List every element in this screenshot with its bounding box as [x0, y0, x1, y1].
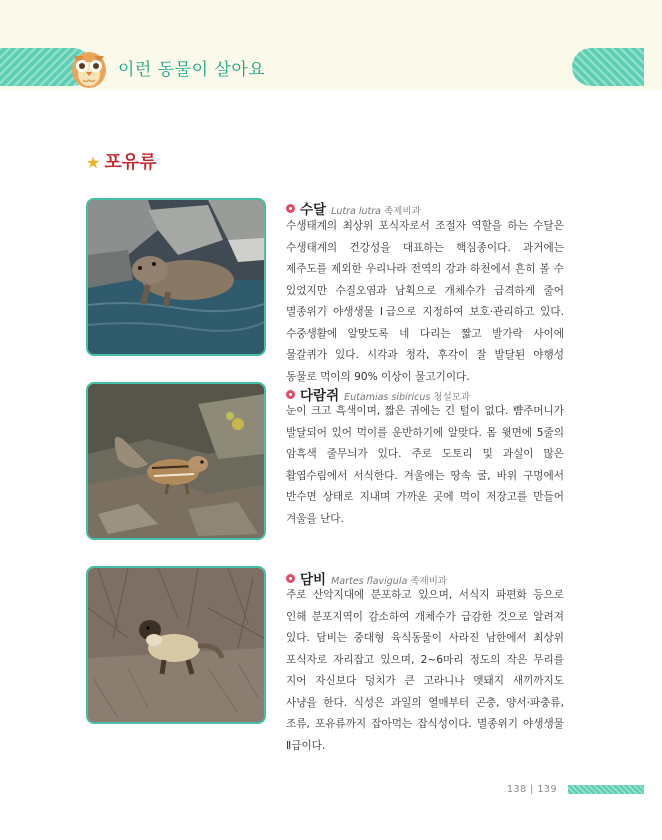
footer-bar: [568, 785, 644, 794]
chipmunk-photo: [88, 384, 264, 538]
animal-name: 담비: [300, 572, 327, 588]
entry-description-marten: 주로 산악지대에 분포하고 있으며, 서식지 파편화 등으로 인해 분포지역이 감소하여 개체수가 급감한 것으로 알려져 있다. 담비는 중대형 육식동물이 사라진 남한에서 최상위 포식자로 자리잡고 있으며, 2~6마리 정도의 작은 무리를 지어 자신보다 덩치가 큰 고라니나 멧돼지 새끼까지도 사냥을 한다. 식성은 과일의 열매부터 곤충, 양서·파충류, 조류, 포유류까지 잡아먹는 잡식성이다. 멸종위기 야생생물 Ⅱ급이다.: [286, 589, 564, 752]
entry-description-otter: 수생태계의 최상위 포식자로서 조절자 역할을 하는 수달은 수생태계의 건강성을 대표하는 핵심종이다. 과거에는 제주도를 제외한 우리나라 전역의 강과 하천에서 흔히 볼 수 있었지만 수질오염과 남획으로 개체수가 급격하게 줄어 멸종위기 야생생물 Ⅰ급으로 지정하여 보호·관리하고 있다. 수중생활에 알맞도록 네 다리는 짧고 발가락 사이에 물갈퀴가 있다. 시각과 청각, 후각이 잘 발달된 야행성 동물로 먹이의 90% 이상이 물고기이다.: [286, 220, 564, 383]
animal-name: 수달: [300, 202, 327, 218]
otter-photo: [88, 200, 264, 354]
entry-description-chipmunk: 눈이 크고 흑색이며, 짧은 귀에는 긴 털이 없다. 뺨주머니가 발달되어 있어 먹이를 운반하기에 알맞다. 몸 윗면에 5줄의 암흑색 줄무늬가 있다. 주로 도토리 및 과실이 많은 활엽수림에서 서식한다. 겨울에는 땅속 굴, 바위 구멍에서 반수면 상태로 지내며 가까운 곳에 먹이 저장고를 만들어 겨울을 난다.: [286, 405, 564, 525]
family-name: 족제비과: [384, 206, 421, 217]
star-icon: ★: [86, 153, 101, 172]
section-title: [86, 148, 157, 174]
scientific-name: Eutamias sibiricus: [344, 392, 431, 403]
owl-icon: [66, 44, 112, 90]
scientific-name: Lutra lutra: [331, 206, 381, 217]
animal-name: 다람쥐: [300, 388, 340, 404]
bullet-icon: [286, 390, 295, 399]
bullet-icon: [286, 204, 295, 213]
family-name: 족제비과: [410, 576, 448, 587]
bullet-icon: [286, 574, 295, 583]
entry-head-otter: [286, 198, 421, 218]
section-title-text: 포유류: [104, 152, 157, 173]
marten-photo: [88, 568, 264, 722]
scientific-name: Martes flavigula: [331, 576, 408, 587]
page-title: 이런 동물이 살아요: [118, 60, 266, 80]
header-right-tab: [572, 48, 644, 86]
page-numbers: 138 | 139: [507, 784, 558, 795]
family-name: 청설모과: [433, 392, 471, 403]
